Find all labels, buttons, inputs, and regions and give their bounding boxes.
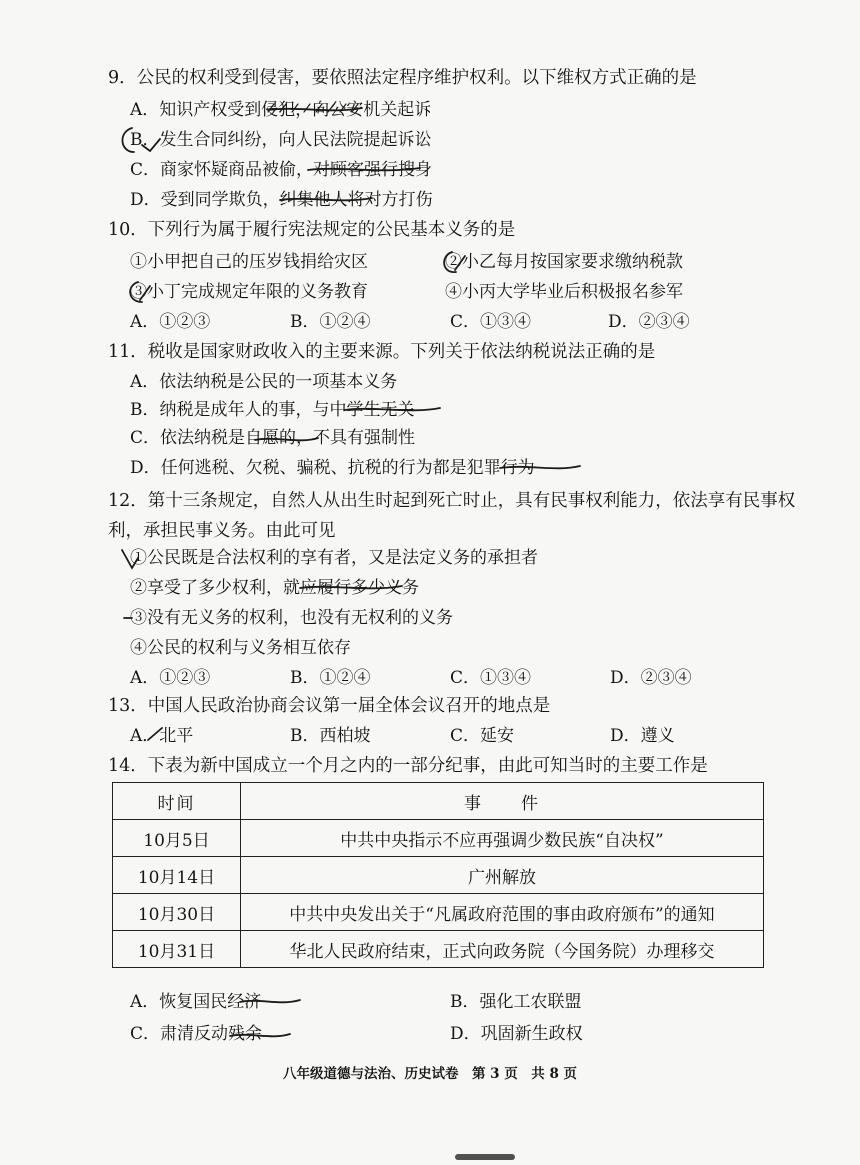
q9-option-b: B．发生合同纠纷，向人民法院提起诉讼	[130, 130, 432, 150]
q10-stem: 10．下列行为属于履行宪法规定的公民基本义务的是	[108, 220, 516, 240]
q9-option-d: D．受到同学欺负，纠集他人将对方打伤	[130, 190, 433, 210]
q12-option-d: D．②③④	[610, 668, 692, 688]
q10-item-3: ③小丁完成规定年限的义务教育	[130, 282, 368, 302]
q12-stem: 12．第十三条规定，自然人从出生时起到死亡时止，具有民事权利能力，依法享有民事权利，承担民事义务。由此可见	[108, 491, 796, 541]
q13-option-b: B．西柏坡	[290, 726, 371, 746]
row-event: 广州解放	[241, 857, 764, 894]
q11-stem: 11．税收是国家财政收入的主要来源。下列关于依法纳税说法正确的是	[108, 342, 656, 362]
q10-option-d: D．②③④	[608, 312, 690, 332]
page-footer: 八年级道德与法治、历史试卷 第 3 页 共 8 页	[282, 1066, 578, 1082]
q11-option-c: C．依法纳税是自愿的，不具有强制性	[130, 428, 416, 448]
q10-item-4: ④小丙大学毕业后积极报名参军	[445, 282, 683, 302]
q12-item-4: ④公民的权利与义务相互依存	[130, 638, 351, 658]
q14-option-b: B．强化工农联盟	[450, 992, 582, 1012]
q13-stem: 13．中国人民政治协商会议第一届全体会议召开的地点是	[108, 696, 551, 716]
q12-item-3: ③没有无义务的权利，也没有无权利的义务	[130, 608, 453, 628]
header-event: 事 件	[241, 783, 764, 820]
row-date: 10月31日	[113, 931, 241, 968]
row-date: 10月30日	[113, 894, 241, 931]
events-table	[112, 782, 764, 968]
q14-option-a: A．恢复国民经济	[130, 992, 262, 1012]
row-date: 10月5日	[113, 820, 241, 857]
q11-option-a: A．依法纳税是公民的一项基本义务	[130, 372, 398, 392]
q14-option-d: D．巩固新生政权	[450, 1024, 583, 1044]
table-row	[113, 857, 764, 894]
q10-option-c: C．①③④	[450, 312, 532, 332]
row-date: 10月14日	[113, 857, 241, 894]
q13-option-a: A．北平	[130, 726, 194, 746]
row-event: 华北人民政府结束，正式向政务院（今国务院）办理移交	[241, 931, 764, 968]
q12-option-b: B．①②④	[290, 668, 371, 688]
q11-option-b: B．纳税是成年人的事，与中学生无关	[130, 400, 415, 420]
q9-option-c: C．商家怀疑商品被偷，对顾客强行搜身	[130, 160, 433, 180]
q9-option-a: A．知识产权受到侵犯，向公安机关起诉	[130, 100, 432, 120]
table-header-row	[113, 783, 764, 820]
q10-item-1: ①小甲把自己的压岁钱捐给灾区	[130, 252, 368, 272]
q12-item-1: ①公民既是合法权利的享有者，又是法定义务的承担者	[130, 548, 538, 568]
q12-option-a: A．①②③	[130, 668, 211, 688]
q14-stem: 14．下表为新中国成立一个月之内的一部分纪事，由此可知当时的主要工作是	[108, 756, 708, 776]
q10-item-2: ②小乙每月按国家要求缴纳税款	[445, 252, 683, 272]
header-time: 时间	[113, 783, 241, 820]
row-event: 中共中央指示不应再强调少数民族“自决权”	[241, 820, 764, 857]
q13-option-d: D．遵义	[610, 726, 675, 746]
q14-option-c: C．肃清反动残余	[130, 1024, 263, 1044]
q12-item-2: ②享受了多少权利，就应履行多少义务	[130, 578, 419, 598]
ink-smudge	[455, 1154, 515, 1160]
q9-stem: 9．公民的权利受到侵害，要依照法定程序维护权利。以下维权方式正确的是	[108, 68, 697, 88]
q10-option-b: B．①②④	[290, 312, 371, 332]
table-row	[113, 820, 764, 857]
table-row	[113, 931, 764, 968]
q11-option-d: D．任何逃税、欠税、骗税、抗税的行为都是犯罪行为	[130, 458, 535, 478]
q10-option-a: A．①②③	[130, 312, 211, 332]
q12-option-c: C．①③④	[450, 668, 532, 688]
row-event: 中共中央发出关于“凡属政府范围的事由政府颁布”的通知	[241, 894, 764, 931]
q13-option-c: C．延安	[450, 726, 515, 746]
table-row	[113, 894, 764, 931]
